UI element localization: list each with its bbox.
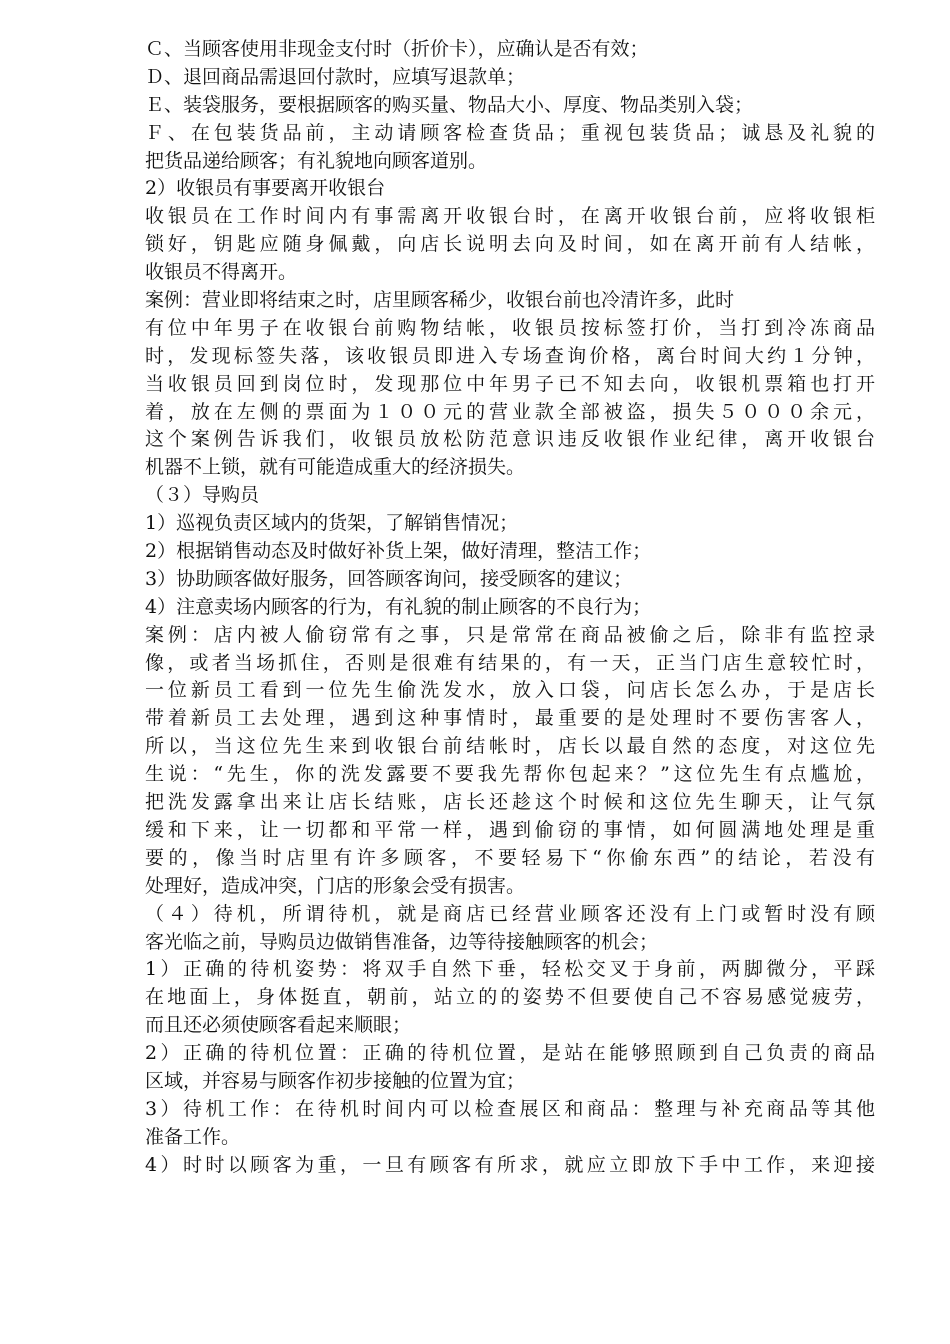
text-line: 像，或者当场抓住，否则是很难有结果的，有一天，正当门店生意较忙时， (145, 651, 875, 674)
text-line: 在地面上，身体挺直，朝前，站立的的姿势不但要使自己不容易感觉疲劳， (145, 986, 875, 1009)
text-line: Ｃ、当顾客使用非现金支付时（折价卡），应确认是否有效； (145, 38, 649, 60)
text-line: 而且还必须使顾客看起来顺眼； (145, 1014, 412, 1037)
text-line: 把货品递给顾客；有礼貌地向顾客道别。 (145, 149, 488, 172)
list-item: 4）时时以顾客为重，一旦有顾客有所求，就应立即放下手中工作，来迎接 (145, 1153, 875, 1176)
text-line: 收银员不得离开。 (145, 261, 298, 284)
case-paragraph-line: 案例：店内被人偷窃常有之事，只是常常在商品被偷之后，除非有监控录 (145, 623, 875, 646)
list-item: 2）根据销售动态及时做好补货上架，做好清理，整洁工作； (145, 540, 652, 563)
text-line: 区域，并容易与顾客作初步接触的位置为宜； (145, 1069, 526, 1092)
text-line: 机器不上锁，就有可能造成重大的经济损失。 (145, 456, 526, 479)
text-line: 锁好，钥匙应随身佩戴，向店长说明去向及时间，如在离开前有人结帐， (145, 233, 875, 256)
text-line: 带着新员工去处理，遇到这种事情时，最重要的是处理时不要伤害客人， (145, 707, 875, 730)
text-line: 生说：“先生，你的洗发露要不要我先帮你包起来？”这位先生有点尴尬， (145, 763, 875, 786)
text-line: 时，发现标签失落，该收银员即进入专场查询价格，离台时间大约１分钟， (145, 344, 875, 367)
text-line: 准备工作。 (145, 1125, 241, 1148)
list-item: 1）正确的待机姿势：将双手自然下垂，轻松交叉于身前，两脚微分，平踩 (145, 958, 875, 981)
text-line: Ｆ、在包装货品前，主动请顾客检查货品；重视包装货品；诚恳及礼貌的 (145, 121, 875, 144)
document-body (145, 36, 875, 1180)
text-line: 这个案例告诉我们，收银员放松防范意识违反收银作业纪律，离开收银台 (145, 428, 875, 451)
text-line: Ｅ、装袋服务，要根据顾客的购买量、物品大小、厚度、物品类别入袋； (145, 93, 754, 116)
text-line: 缓和下来，让一切都和平常一样，遇到偷窃的事情，如何圆满地处理是重 (145, 818, 875, 841)
section-heading: 2）收银员有事要离开收银台 (145, 177, 386, 200)
text-line: 要的，像当时店里有许多顾客，不要轻易下“你偷东西”的结论，若没有 (145, 846, 875, 869)
text-line: 把洗发露拿出来让店长结账，店长还趁这个时候和这位先生聊天，让气氛 (145, 791, 875, 814)
text-line: 有位中年男子在收银台前购物结帐，收银员按标签打价，当打到冷冻商品 (145, 316, 875, 339)
section-heading: （３）导购员 (145, 484, 260, 507)
text-line: 处理好，造成冲突，门店的形象会受有损害。 (145, 874, 526, 897)
list-item: 1）巡视负责区域内的货架，了解销售情况； (145, 512, 519, 535)
list-item: 2）正确的待机位置：正确的待机位置，是站在能够照顾到自己负责的商品 (145, 1042, 875, 1065)
text-line: 当收银员回到岗位时，发现那位中年男子已不知去向，收银机票箱也打开 (145, 372, 875, 395)
text-line: 一位新员工看到一位先生偷洗发水，放入口袋，问店长怎么办，于是店长 (145, 679, 875, 702)
text-line: 收银员在工作时间内有事需离开收银台时，在离开收银台前，应将收银柜 (145, 205, 875, 228)
case-paragraph-line: 案例：营业即将结束之时，店里顾客稀少，收银台前也冷清许多，此时 (145, 289, 735, 312)
text-line: Ｄ、退回商品需退回付款时，应填写退款单； (145, 65, 526, 88)
text-line: 着，放在左侧的票面为１００元的营业款全部被盗，损失５０００余元， (145, 400, 875, 423)
list-item: 4）注意卖场内顾客的行为，有礼貌的制止顾客的不良行为； (145, 595, 652, 618)
text-line: 客光临之前，导购员边做销售准备，边等待接触顾客的机会； (145, 930, 659, 953)
list-item: 3）协助顾客做好服务，回答顾客询问，接受顾客的建议； (145, 567, 633, 590)
text-line: 所以，当这位先生来到收银台前结帐时，店长以最自然的态度，对这位先 (145, 735, 875, 758)
section-heading: （４）待机，所谓待机，就是商店已经营业顾客还没有上门或暂时没有顾 (145, 902, 875, 925)
list-item: 3）待机工作：在待机时间内可以检查展区和商品：整理与补充商品等其他 (145, 1097, 875, 1120)
